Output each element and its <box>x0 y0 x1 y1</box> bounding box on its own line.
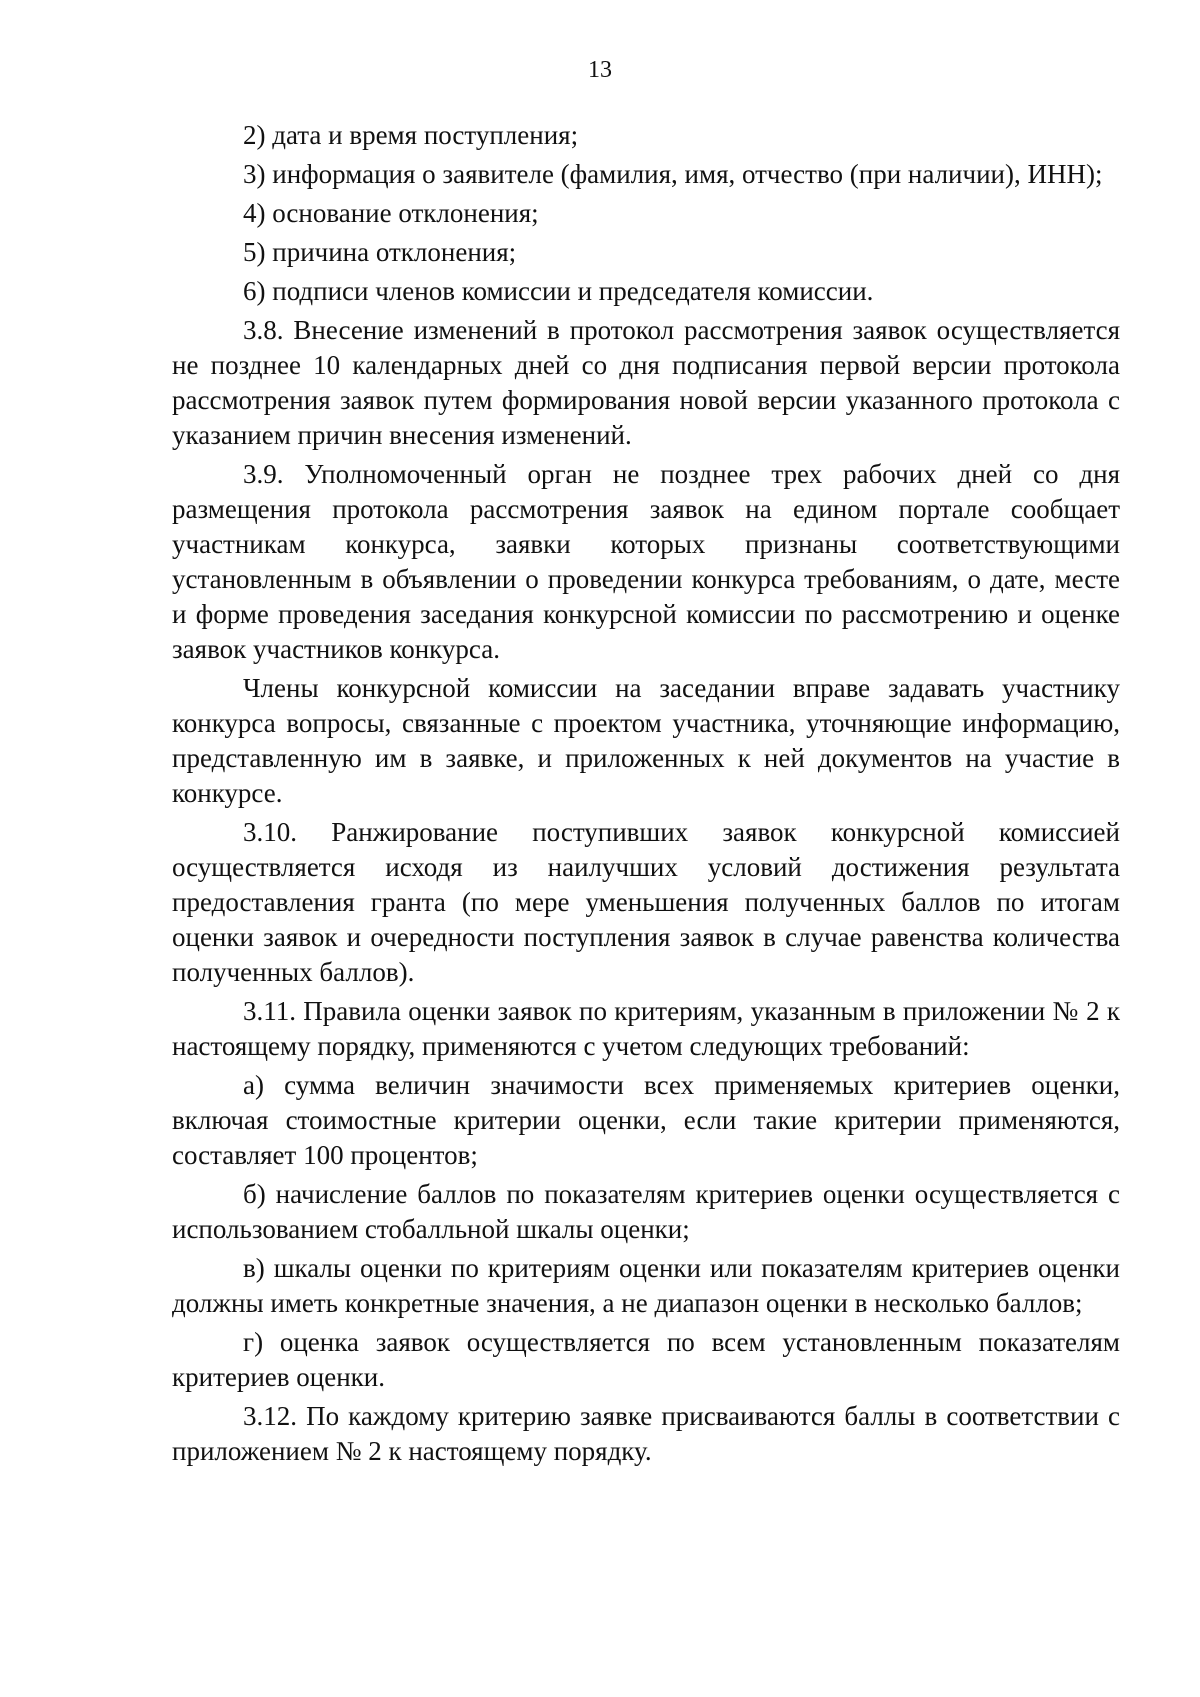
paragraph-item-a: а) сумма величин значимости всех применяемых критериев оценки, включая стоимостные критерии оценки, если такие критерии применяются, составляет 100 процентов; <box>172 1070 1120 1170</box>
paragraph-3-9: 3.9. Уполномоченный орган не позднее трех рабочих дней со дня размещения протокола рассмотрения заявок на едином портале сообщает участникам конкурса, заявки которых признаны соответствующими установленным в объявлении о проведении конкурса требованиям, о дате, месте и форме проведения заседания конкурсной комиссии по рассмотрению и оценке заявок участников конкурса. <box>172 459 1120 664</box>
paragraph-commission-questions: Члены конкурсной комиссии на заседании вправе задавать участнику конкурса вопросы, связанные с проектом участника, уточняющие информацию, представленную им в заявке, и приложенных к ней документов на участие в конкурсе. <box>172 673 1120 808</box>
paragraph-3-11: 3.11. Правила оценки заявок по критериям, указанным в приложении № 2 к настоящему порядку, применяются с учетом следующих требований: <box>172 996 1120 1061</box>
paragraph-item-b: б) начисление баллов по показателям критериев оценки осуществляется с использованием стобалльной шкалы оценки; <box>172 1179 1120 1244</box>
paragraph-item-2: 2) дата и время поступления; <box>243 120 579 150</box>
page-number: 13 <box>588 57 612 83</box>
paragraph-item-g: г) оценка заявок осуществляется по всем установленным показателям критериев оценки. <box>172 1327 1120 1392</box>
paragraph-3-12: 3.12. По каждому критерию заявке присваиваются баллы в соответствии с приложением № 2 к настоящему порядку. <box>172 1401 1120 1466</box>
paragraph-item-4: 4) основание отклонения; <box>243 198 539 228</box>
paragraph-item-3: 3) информация о заявителе (фамилия, имя, отчество (при наличии), ИНН); <box>243 159 1103 189</box>
document-body <box>172 118 1120 1473</box>
paragraph-item-v: в) шкалы оценки по критериям оценки или показателям критериев оценки должны иметь конкретные значения, а не диапазон оценки в несколько баллов; <box>172 1253 1120 1318</box>
paragraph-3-10: 3.10. Ранжирование поступивших заявок конкурсной комиссией осуществляется исходя из наилучших условий достижения результата предоставления гранта (по мере уменьшения полученных баллов по итогам оценки заявок и очередности поступления заявок в случае равенства количества полученных баллов). <box>172 817 1120 987</box>
paragraph-3-8: 3.8. Внесение изменений в протокол рассмотрения заявок осуществляется не позднее 10 календарных дней со дня подписания первой версии протокола рассмотрения заявок путем формирования новой версии указанного протокола с указанием причин внесения изменений. <box>172 315 1120 450</box>
paragraph-item-5: 5) причина отклонения; <box>243 237 517 267</box>
paragraph-item-6: 6) подписи членов комиссии и председателя комиссии. <box>243 276 874 306</box>
